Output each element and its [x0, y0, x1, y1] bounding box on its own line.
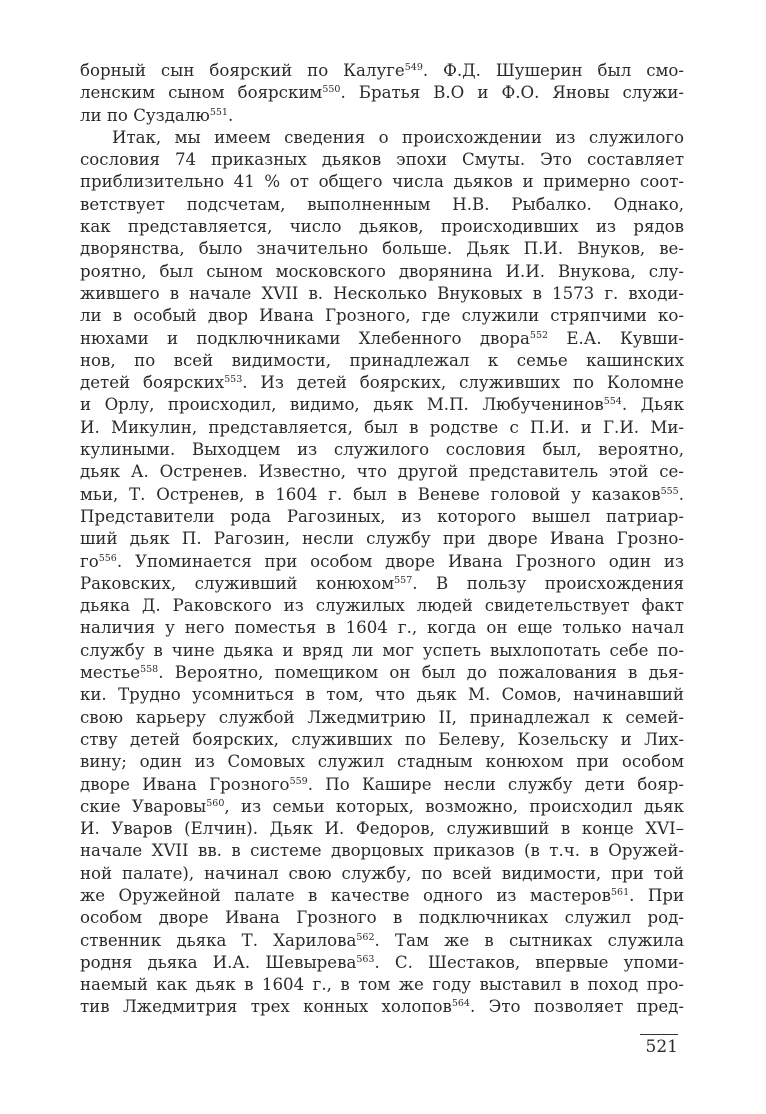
footnote-ref: 555	[660, 485, 679, 497]
text-line	[80, 506, 684, 528]
text-line	[80, 461, 684, 483]
text-segment: наемый как дьяк в 1604 г., в том же году выставил в поход про-	[80, 975, 684, 995]
text-segment: родня дьяка И.А. Шевырева	[80, 952, 357, 972]
text-segment: ленским сыном боярским	[80, 83, 323, 103]
text-line	[80, 82, 684, 104]
text-line	[80, 484, 684, 506]
text-segment: . По Кашире несли службу дети бояр-	[307, 774, 684, 794]
footnote-ref: 551	[209, 106, 228, 118]
footnote-ref: 553	[224, 374, 243, 386]
body-text	[80, 60, 684, 1019]
text-line	[80, 729, 684, 751]
text-line	[80, 394, 684, 416]
text-segment: дворянства, было значительно больше. Дьяк П.И. Внуков, ве-	[80, 239, 684, 259]
text-line	[80, 818, 684, 840]
text-line	[80, 662, 684, 684]
text-line	[80, 105, 684, 127]
page-number: 521	[640, 1034, 678, 1057]
text-line	[80, 595, 684, 617]
footnote-ref: 558	[140, 664, 159, 676]
footnote-ref: 559	[289, 775, 308, 787]
text-line	[80, 350, 684, 372]
text-segment: жившего в начале XVII в. Несколько Внуковых в 1573 г. входи-	[80, 283, 684, 303]
text-line	[80, 840, 684, 862]
footnote-ref: 562	[356, 931, 375, 943]
text-segment: . Вероятно, помещиком он был до пожалования в дья-	[158, 663, 684, 683]
text-segment: . Из детей боярских, служивших по Коломне	[242, 373, 684, 393]
text-line	[80, 863, 684, 885]
text-segment: дворе Ивана Грозного	[80, 774, 290, 794]
text-line	[80, 774, 684, 796]
text-line	[80, 194, 684, 216]
text-line	[80, 617, 684, 639]
text-segment: Представители рода Рагозиных, из которого вышел патриар-	[80, 506, 684, 526]
text-line	[80, 60, 684, 82]
text-segment: ки. Трудно усомниться в том, что дьяк М. Сомов, начинавший	[80, 685, 684, 705]
text-segment: го	[80, 551, 99, 571]
text-segment: ли по Суздалю	[80, 105, 210, 125]
text-line	[80, 974, 684, 996]
footnote-ref: 560	[206, 797, 225, 809]
text-segment: роятно, был сыном московского дворянина И.И. Внукова, слу-	[80, 261, 684, 281]
text-line	[80, 996, 684, 1018]
text-segment: дьяка Д. Раковского из служилых людей свидетельствует факт	[80, 596, 684, 616]
text-segment: начале XVII вв. в системе дворцовых приказов (в т.ч. в Оружей-	[80, 841, 684, 861]
text-segment: наличия у него поместья в 1604 г., когда он еще только начал	[80, 618, 684, 638]
text-segment: мьи, Т. Остренев, в 1604 г. был в Веневе головой у казаков	[80, 484, 661, 504]
text-line	[80, 885, 684, 907]
text-line	[80, 528, 684, 550]
text-segment: И. Микулин, представляется, был в родстве с П.И. и Г.И. Ми-	[80, 417, 684, 437]
text-segment: вину; один из Сомовых служил стадным конюхом при особом	[80, 752, 684, 772]
text-segment: .	[678, 484, 684, 504]
text-segment: Е.А. Кувши-	[548, 328, 684, 348]
text-segment: службу в чине дьяка и вряд ли мог успеть выхлопотать себе по-	[80, 640, 684, 660]
text-line	[80, 216, 684, 238]
text-segment: ству детей боярских, служивших по Белеву, Козельску и Лих-	[80, 729, 684, 749]
text-segment: И. Уваров (Елчин). Дьяк И. Федоров, служивший в конце XVI–	[80, 819, 684, 839]
text-line	[80, 417, 684, 439]
text-segment: . В пользу происхождения	[412, 573, 684, 593]
text-segment: ские Уваровы	[80, 796, 207, 816]
text-line	[80, 171, 684, 193]
footnote-ref: 556	[98, 552, 117, 564]
text-segment: нов, по всей видимости, принадлежал к семье кашинских	[80, 350, 684, 370]
text-segment: . Там же в сытниках служила	[374, 930, 684, 950]
text-segment: ли в особый двор Ивана Грозного, где служили стряпчими ко-	[80, 306, 684, 326]
text-segment: же Оружейной палате в качестве одного из мастеров	[80, 885, 611, 905]
text-segment: . При	[629, 885, 684, 905]
footnote-ref: 557	[394, 574, 413, 586]
text-line	[80, 952, 684, 974]
text-segment: . Дьяк	[621, 395, 684, 415]
text-segment: свою карьеру службой Лжедмитрию II, принадлежал к семей-	[80, 707, 684, 727]
text-line	[80, 238, 684, 260]
footnote-ref: 549	[404, 62, 423, 73]
footnote-ref: 554	[603, 396, 622, 408]
text-segment: сословия 74 приказных дьяков эпохи Смуты. Это составляет	[80, 150, 684, 170]
text-line	[80, 796, 684, 818]
text-segment: дьяк А. Остренев. Известно, что другой представитель этой се-	[80, 462, 684, 482]
footnote-ref: 550	[322, 84, 341, 96]
text-segment: . Братья В.О и Ф.О. Яновы служи-	[340, 83, 684, 103]
footnote-ref: 564	[451, 998, 470, 1010]
text-segment: , из семьи которых, возможно, происходил дьяк	[224, 796, 684, 816]
text-line	[80, 439, 684, 461]
text-segment: . С. Шестаков, впервые упоми-	[374, 952, 684, 972]
text-segment: борный сын боярский по Калуге	[80, 61, 405, 80]
text-segment: детей боярских	[80, 373, 225, 393]
text-line	[80, 261, 684, 283]
text-line	[80, 907, 684, 929]
footnote-ref: 561	[610, 886, 630, 898]
text-line	[80, 328, 684, 350]
text-line	[80, 930, 684, 952]
text-line	[80, 127, 684, 149]
text-segment: и Орлу, происходил, видимо, дьяк М.П. Любученинов	[80, 395, 604, 415]
text-segment: .	[227, 105, 234, 125]
text-segment: ственник дьяка Т. Харилова	[80, 930, 357, 950]
text-line	[80, 751, 684, 773]
text-line	[80, 684, 684, 706]
text-segment: Раковских, служивший конюхом	[80, 573, 395, 593]
text-segment: тив Лжедмитрия трех конных холопов	[80, 997, 452, 1017]
text-segment: ной палате), начинал свою службу, по всей видимости, при той	[80, 863, 684, 883]
footnote-ref: 563	[356, 953, 375, 965]
text-segment: ветствует подсчетам, выполненным Н.В. Рыбалко. Однако,	[80, 194, 684, 214]
text-segment: кулиными. Выходцем из служилого сословия был, вероятно,	[80, 440, 684, 460]
text-line	[80, 551, 684, 573]
text-line	[80, 573, 684, 595]
text-line	[80, 149, 684, 171]
text-segment: местье	[80, 663, 141, 683]
text-segment: приблизительно 41 % от общего числа дьяков и примерно соот-	[80, 172, 684, 192]
text-segment: . Упоминается при особом дворе Ивана Грозного один из	[116, 551, 684, 571]
text-line	[80, 283, 684, 305]
text-segment: как представляется, число дьяков, происходивших из рядов	[80, 217, 684, 237]
text-line	[80, 372, 684, 394]
text-segment: . Это позволяет пред-	[469, 997, 684, 1017]
footnote-ref: 552	[529, 329, 549, 341]
text-line	[80, 640, 684, 662]
text-segment: ший дьяк П. Рагозин, несли службу при дворе Ивана Грозно-	[80, 529, 684, 549]
text-segment: особом дворе Ивана Грозного в подключниках служил род-	[80, 908, 684, 928]
text-line	[80, 707, 684, 729]
text-line	[80, 305, 684, 327]
text-segment: нюхами и подключниками Хлебенного двора	[80, 328, 530, 348]
text-segment: Итак, мы имеем сведения о происхождении из служилого	[112, 127, 684, 147]
text-segment: . Ф.Д. Шушерин был смо-	[422, 61, 684, 80]
